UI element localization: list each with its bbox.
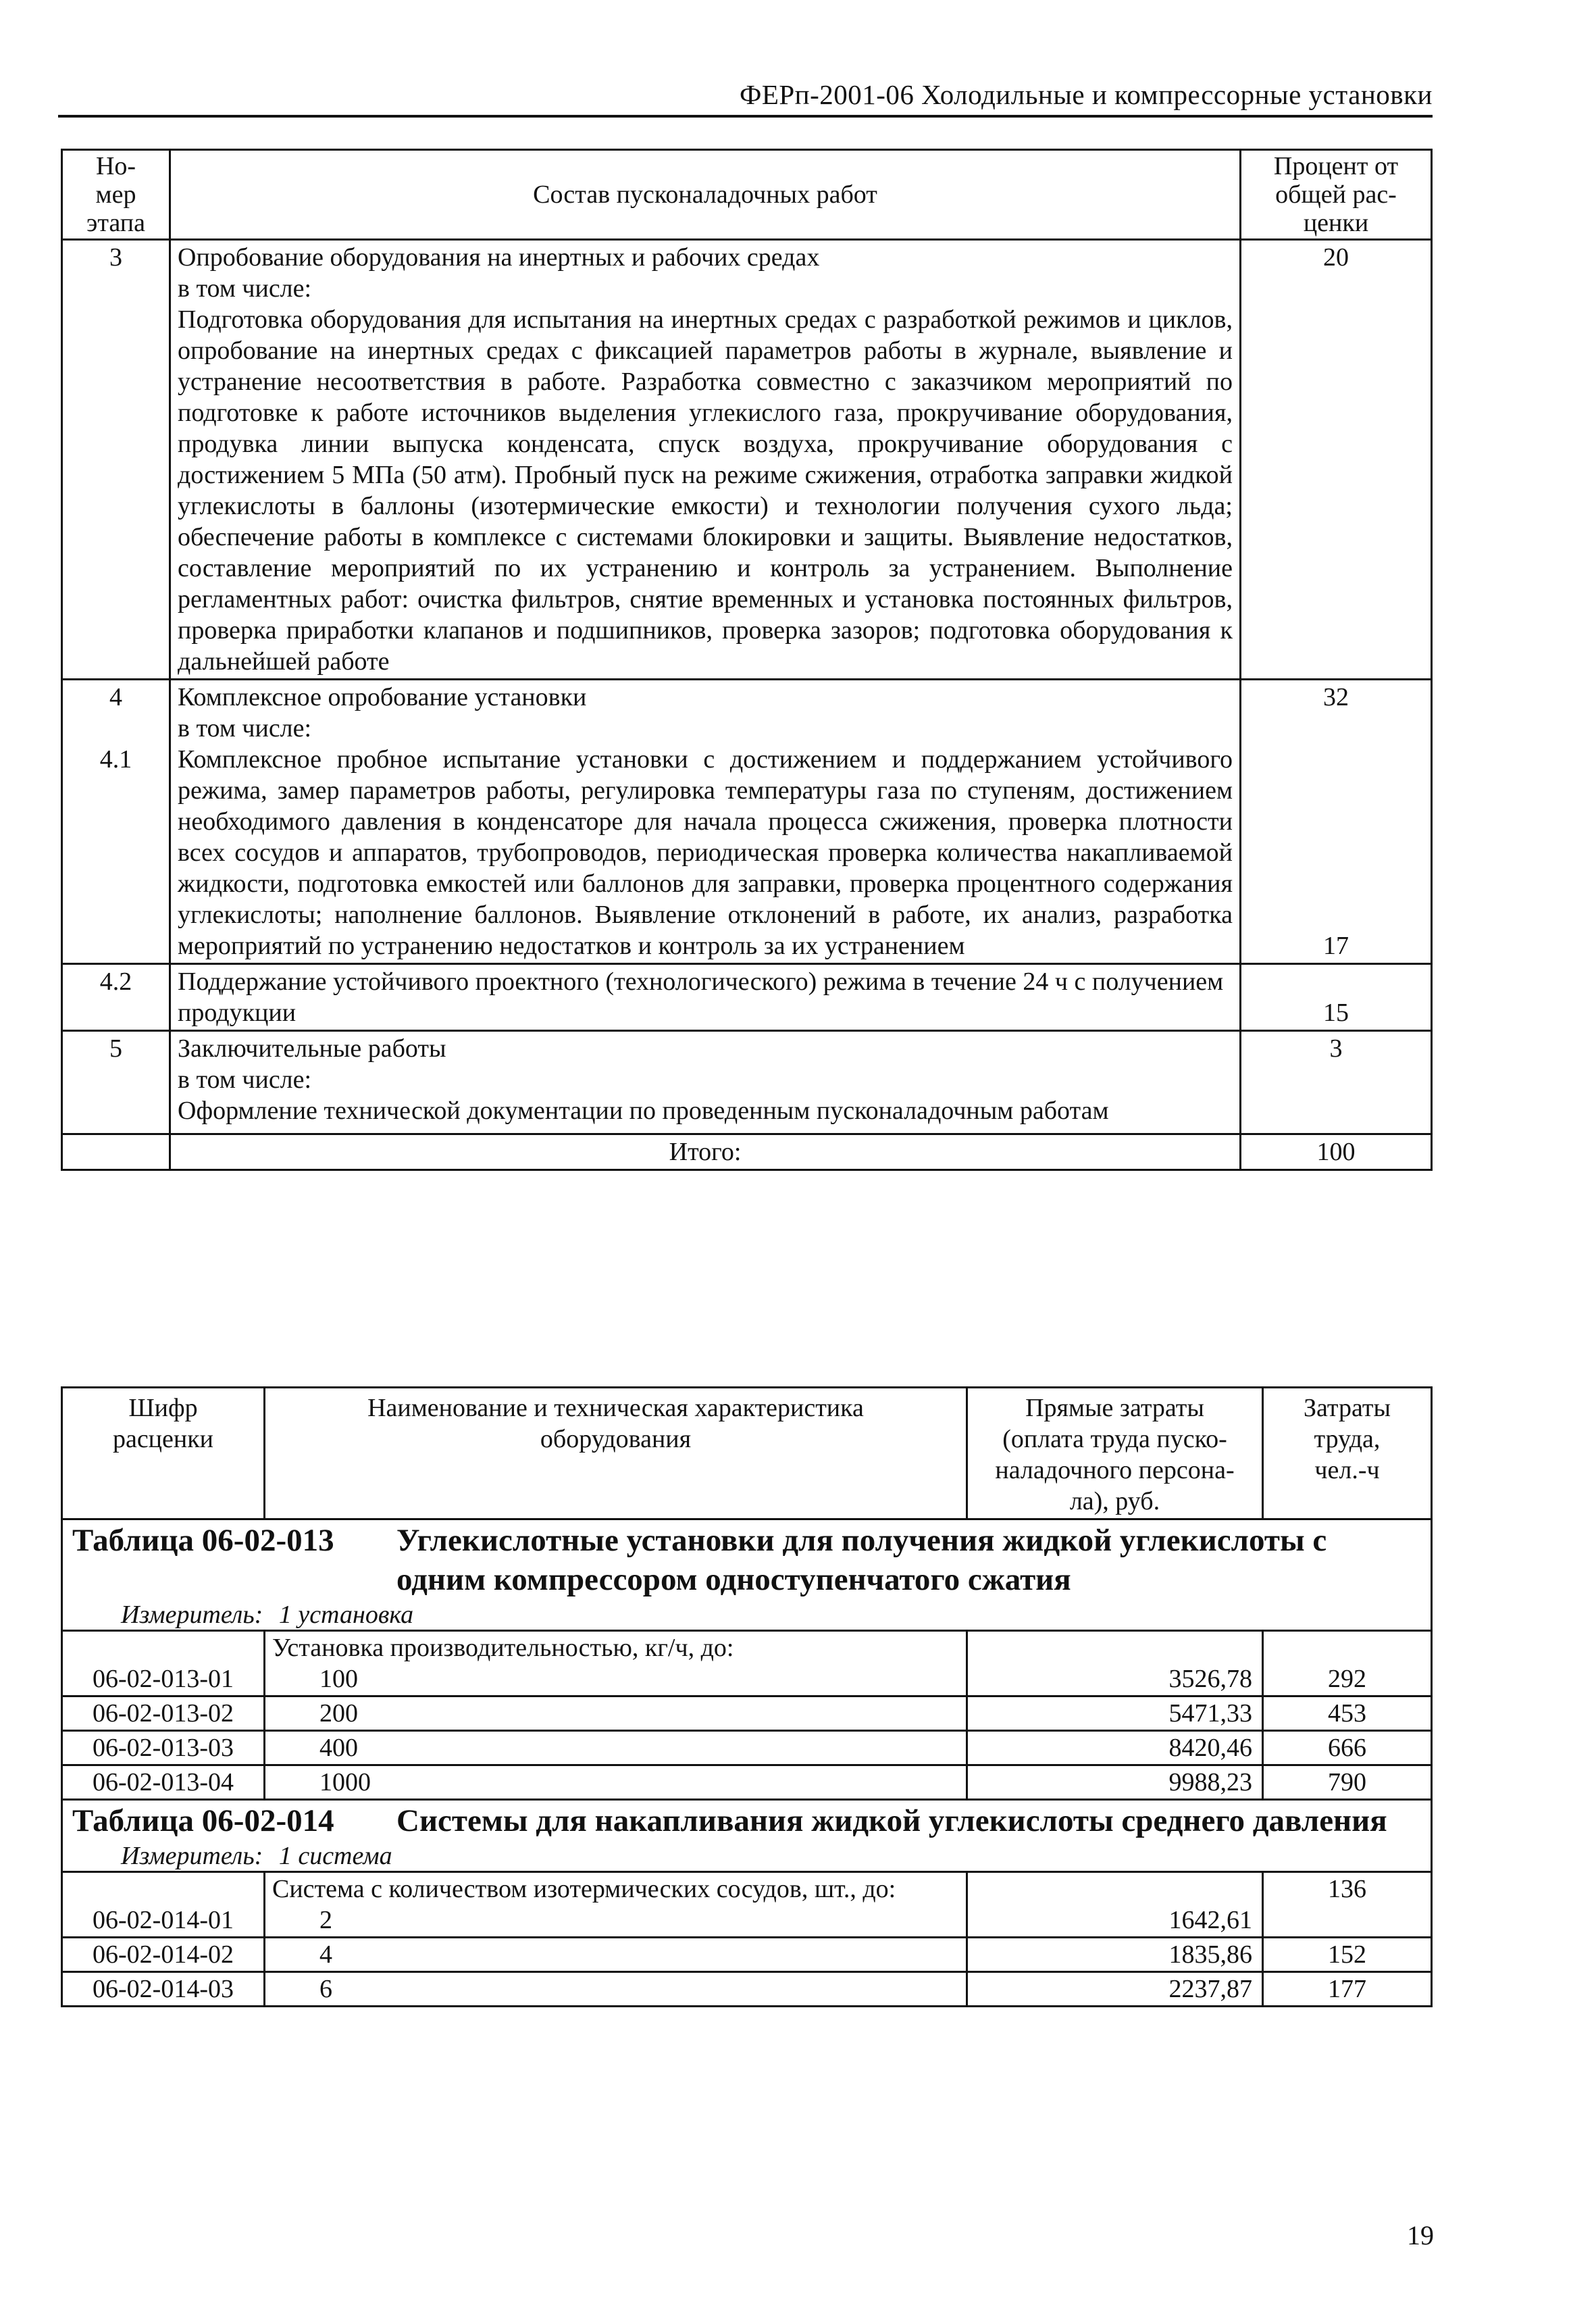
- direct-cost: 1642,61: [967, 1872, 1263, 1938]
- running-title: ФЕРп-2001-06 Холодильные и компрессорные установки: [739, 79, 1433, 110]
- capacity-value: 100: [319, 1665, 358, 1693]
- section-title: Углекислотные установки для получения жидкой углекислоты с одним компрессором одноступенчатого сжатия: [396, 1523, 1327, 1597]
- including-label: в том числе:: [178, 274, 312, 303]
- price-code: 06-02-013-02: [62, 1696, 265, 1731]
- stage-percent-main: 32: [1323, 683, 1349, 711]
- labor-cost: 136: [1263, 1872, 1432, 1938]
- measure-label: Измеритель:: [121, 1601, 263, 1629]
- stage-number: 3: [62, 240, 170, 680]
- stage-number-main: 4: [109, 683, 122, 711]
- table-row: [62, 1938, 1432, 1972]
- price-code: 06-02-013-03: [62, 1731, 265, 1765]
- price-code: 06-02-014-02: [62, 1938, 265, 1972]
- stage-description: Комплексное пробное испытание установки с достижением и поддержанием устойчивого режима, замер параметров работы, регулировка температуры газа по ступеням, достижением необходимого давления в конденсаторе для начала процесса сжижения, проверка плотности всех сосудов и аппаратов, трубопроводов, периодическая проверка количества накапливаемой жидкости, подготовка емкостей или баллонов для заправки, проверка процентного содержания углекислоты; наполнение баллонов. Выявление отклонений в работе, их анализ, разработка мероприятий по устранению недостатков и контроль за их устранением: [178, 745, 1233, 960]
- direct-cost: 8420,46: [967, 1731, 1263, 1765]
- section-number: Таблица 06-02-014: [72, 1803, 334, 1838]
- stage-header: Но- мер этапа: [62, 150, 170, 240]
- content-header: Состав пусконаладочных работ: [170, 150, 1241, 240]
- direct-cost-header: Прямые затраты (оплата труда пуско- наладочного персона- ла), руб.: [967, 1388, 1263, 1519]
- stage-percent: 20: [1241, 240, 1432, 680]
- running-header: [58, 73, 1433, 118]
- stage-number: 5: [62, 1031, 170, 1134]
- labor-cost: 152: [1263, 1938, 1432, 1972]
- stage-title: Заключительные работы: [178, 1034, 446, 1063]
- capacity-value: 1000: [265, 1765, 967, 1800]
- section-title: Системы для накапливания жидкой углекислоты среднего давления: [396, 1803, 1387, 1838]
- capacity-value: 400: [265, 1731, 967, 1765]
- table-row: [62, 1872, 1432, 1938]
- vessel-count: 4: [265, 1938, 967, 1972]
- stage-description: Оформление технической документации по проведенным пусконаладочным работам: [178, 1097, 1109, 1125]
- labor-cost-header: Затраты труда, чел.-ч: [1263, 1388, 1432, 1519]
- capacity-value: 200: [265, 1696, 967, 1731]
- price-code: 06-02-013-04: [62, 1765, 265, 1800]
- substage-number: 4.1: [99, 745, 132, 774]
- measure-row: [62, 1600, 1432, 1631]
- direct-cost: 3526,78: [967, 1631, 1263, 1696]
- stage-description: Подготовка оборудования для испытания на инертных средах с разработкой режимов и циклов, опробование на инертных средах с фиксацией параметров работы в журнале, выявление и устранение несоответствия в работе. Разработка совместно с заказчиком мероприятий по подготовке к работе источников выделения углекислого газа, прокручивание оборудования, продувка линии выпуска конденсата, спуск воздуха, прокручивание оборудования с достижением 5 МПа (50 атм). Пробный пуск на режиме сжижения, отработка заправки жидкой углекислоты в баллоны (изотермические емкости) и технологии получения сухого льда; обеспечение работы в комплексе с системами блокировки и защиты. Выявление недостатков, составление мероприятий по их устранению и контроль за устранением. Выполнение регламентных работ: очистка фильтров, снятие временных и установка постоянных фильтров, проверка приработки клапанов и подшипников, проверка зазоров; подготовка оборудования к дальнейшей работе: [178, 305, 1233, 676]
- section-heading: [72, 1521, 1421, 1599]
- table-row: [62, 964, 1432, 1031]
- table-row: [62, 1631, 1432, 1696]
- measure-row: [62, 1841, 1432, 1872]
- table-row: [62, 1031, 1432, 1134]
- substage-percent: 17: [1323, 932, 1349, 960]
- measure-label: Измеритель:: [121, 1842, 263, 1870]
- table-row: [62, 1765, 1432, 1800]
- price-code: 06-02-014-03: [62, 1972, 265, 2007]
- vessel-count: 6: [265, 1972, 967, 2007]
- stage-percent: [1241, 680, 1432, 964]
- equipment-name: [265, 1631, 967, 1696]
- table-row: [62, 240, 1432, 680]
- section-heading: [72, 1801, 1421, 1840]
- code-header: Шифр расценки: [62, 1388, 265, 1519]
- equipment-name: [265, 1872, 967, 1938]
- direct-cost: 1835,86: [967, 1938, 1263, 1972]
- stage-description: Поддержание устойчивого проектного (технологического) режима в течение 24 ч с получением продукции: [170, 964, 1241, 1031]
- section-title-cell: [62, 1519, 1432, 1601]
- direct-cost: 2237,87: [967, 1972, 1263, 2007]
- price-code: 06-02-014-01: [62, 1872, 265, 1938]
- table-row: [62, 1972, 1432, 2007]
- measure-unit: 1 система: [278, 1842, 392, 1870]
- table-row: [62, 680, 1432, 964]
- stage-content: [170, 240, 1241, 680]
- param-label: Система с количеством изотермических сосудов, шт., до:: [272, 1875, 896, 1903]
- works-composition-table: [61, 149, 1433, 1171]
- table-header-row: [62, 1388, 1432, 1519]
- percent-header: Процент от общей рас- ценки: [1241, 150, 1432, 240]
- measure-cell: [62, 1600, 1432, 1631]
- labor-cost: 177: [1263, 1972, 1432, 2007]
- total-label: Итого:: [170, 1134, 1241, 1170]
- empty-cell: [62, 1134, 170, 1170]
- table-row: [62, 1731, 1432, 1765]
- labor-cost: 292: [1263, 1631, 1432, 1696]
- measure-cell: [62, 1841, 1432, 1872]
- including-label: в том числе:: [178, 1065, 312, 1094]
- section-number: Таблица 06-02-013: [72, 1523, 334, 1558]
- name-header: Наименование и техническая характеристика оборудования: [265, 1388, 967, 1519]
- param-label: Установка производительностью, кг/ч, до:: [272, 1634, 734, 1662]
- stage-content: [170, 680, 1241, 964]
- measure-unit: 1 установка: [278, 1601, 414, 1629]
- stage-title: Комплексное опробование установки: [178, 683, 587, 711]
- page-number: 19: [1407, 2220, 1434, 2250]
- including-label: в том числе:: [178, 714, 312, 743]
- section-title-row: [62, 1800, 1432, 1842]
- stage-percent: 15: [1241, 964, 1432, 1031]
- total-row: [62, 1134, 1432, 1170]
- stage-title: Опробование оборудования на инертных и рабочих средах: [178, 243, 820, 272]
- section-title-cell: [62, 1800, 1432, 1842]
- total-percent: 100: [1241, 1134, 1432, 1170]
- labor-cost: 453: [1263, 1696, 1432, 1731]
- table-header-row: [62, 150, 1432, 240]
- price-table: [61, 1386, 1433, 2007]
- direct-cost: 5471,33: [967, 1696, 1263, 1731]
- vessel-count: 2: [319, 1906, 332, 1934]
- section-title-row: [62, 1519, 1432, 1601]
- stage-percent: 3: [1241, 1031, 1432, 1134]
- stage-content: [170, 1031, 1241, 1134]
- direct-cost: 9988,23: [967, 1765, 1263, 1800]
- labor-cost: 790: [1263, 1765, 1432, 1800]
- stage-number: [62, 680, 170, 964]
- stage-number: 4.2: [62, 964, 170, 1031]
- price-code: 06-02-013-01: [62, 1631, 265, 1696]
- table-row: [62, 1696, 1432, 1731]
- labor-cost: 666: [1263, 1731, 1432, 1765]
